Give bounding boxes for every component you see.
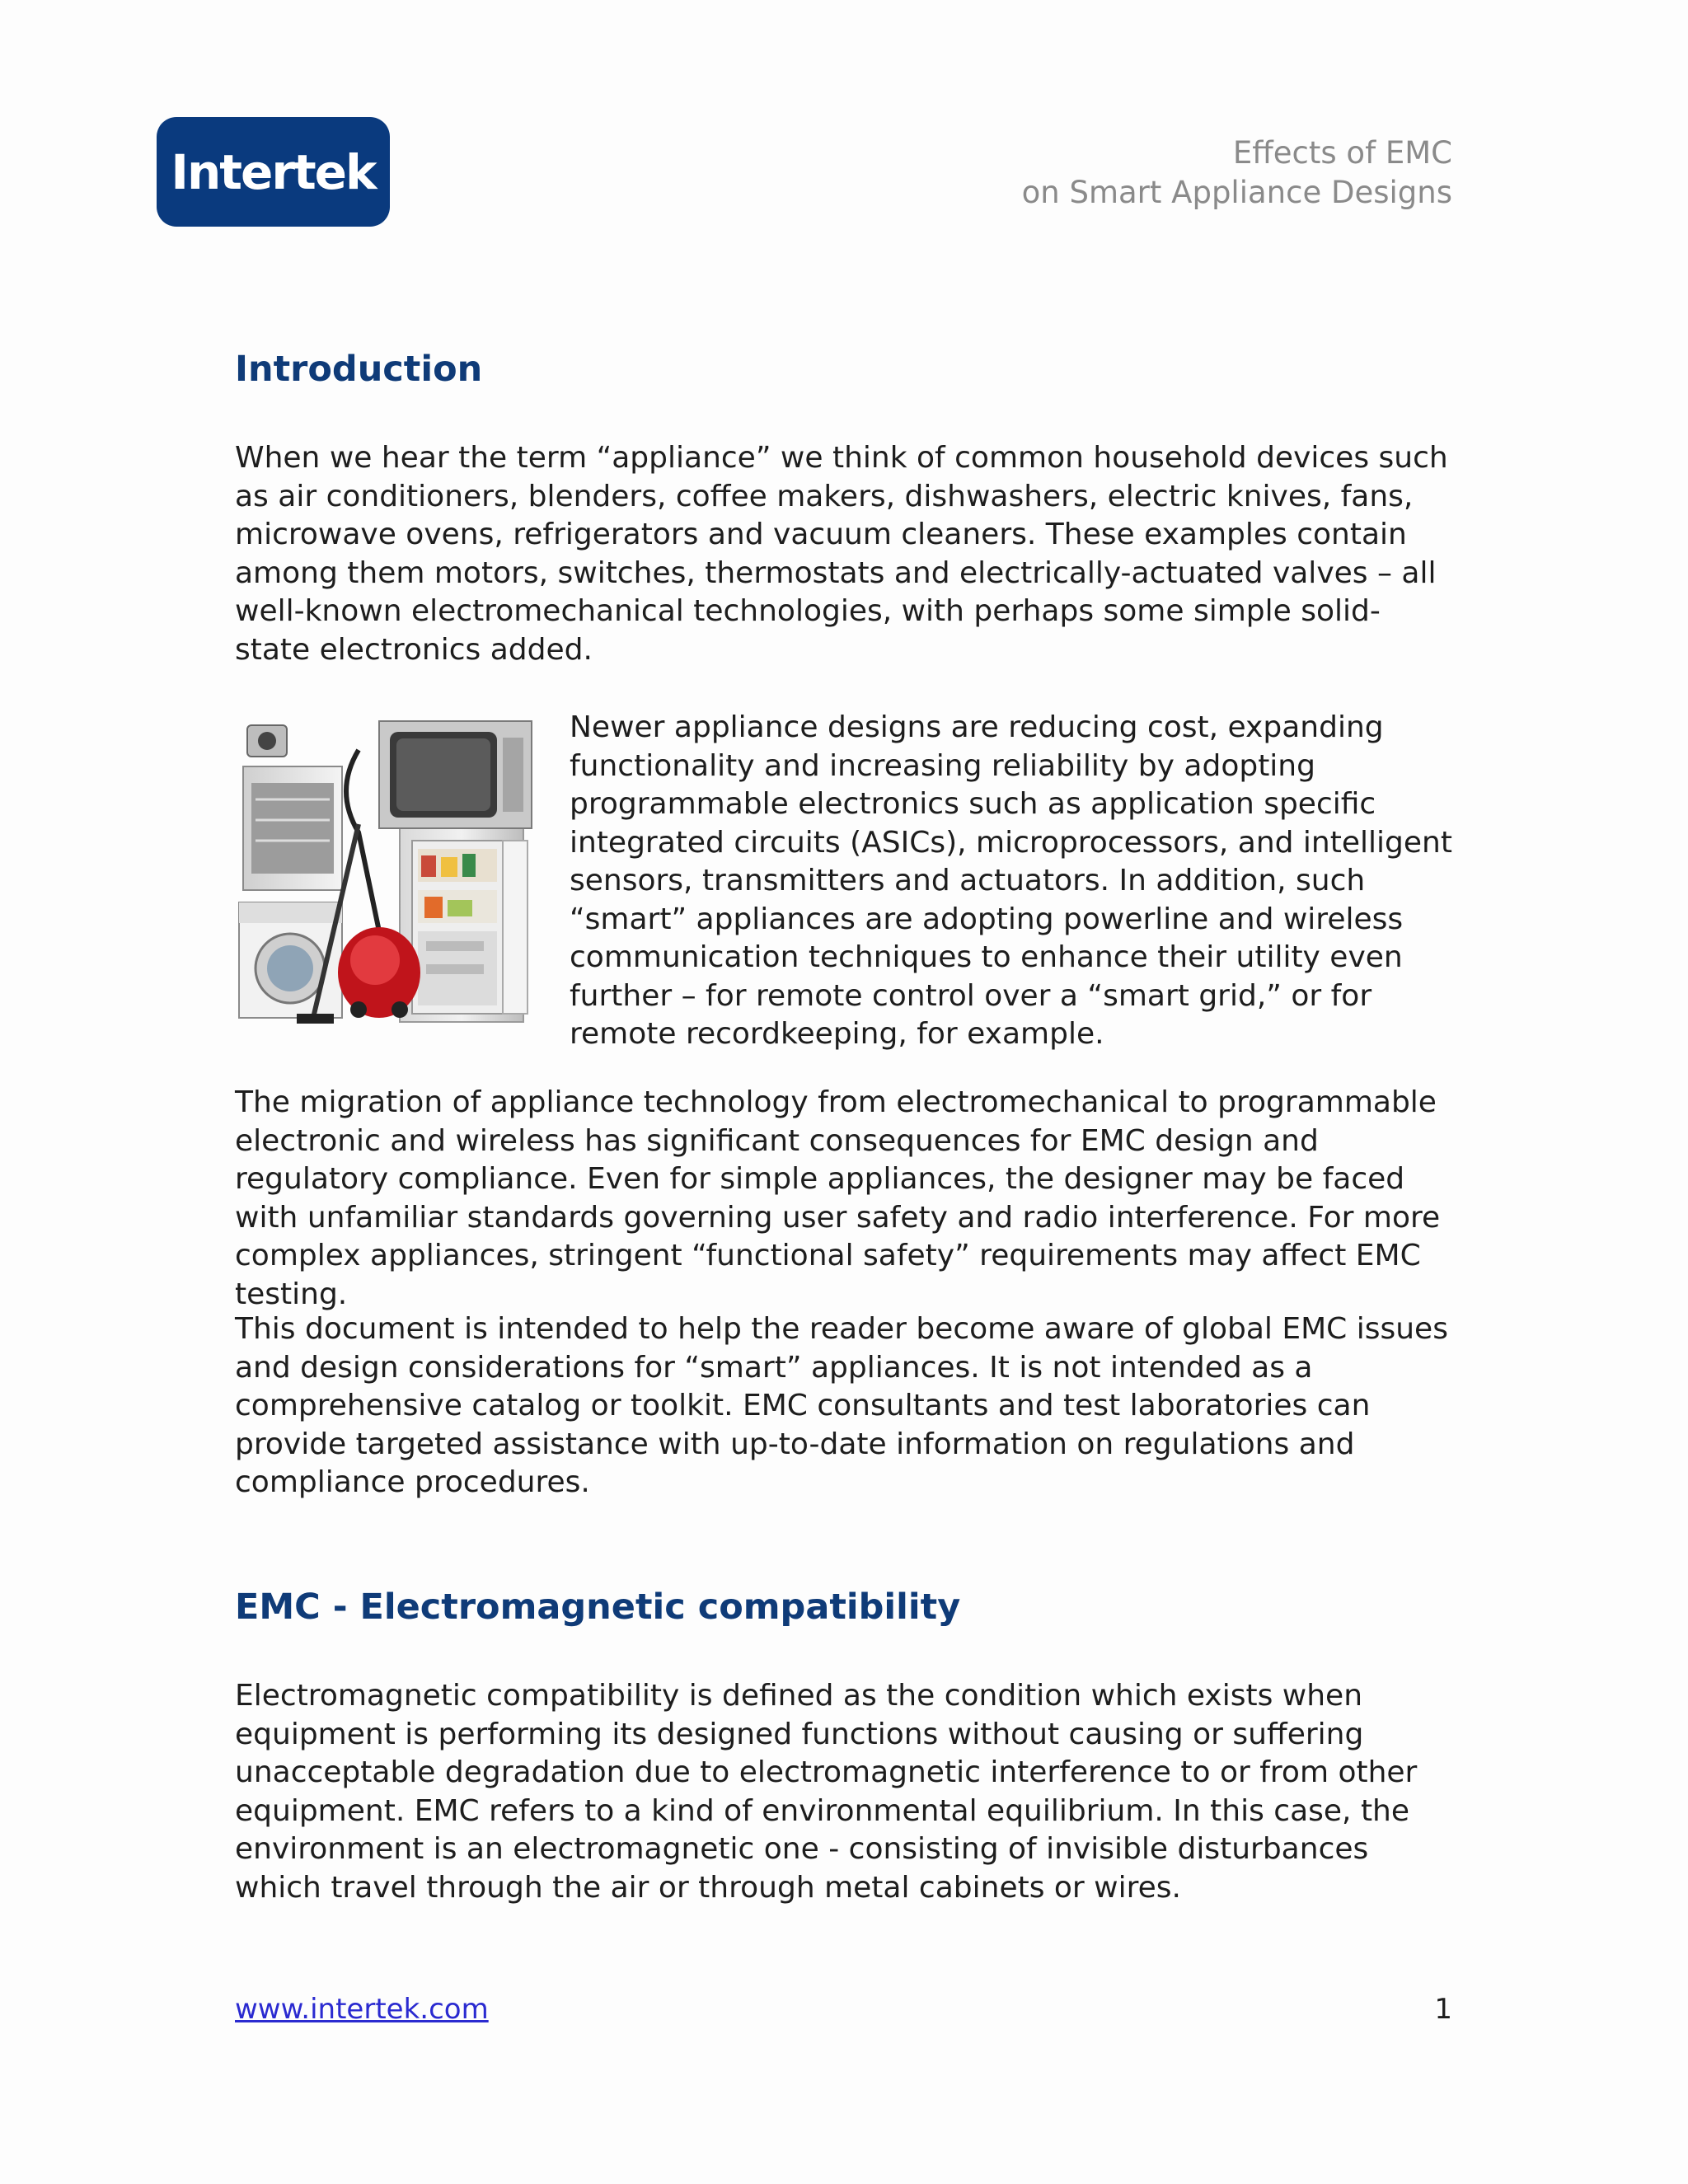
intro-paragraph-2: Newer appliance designs are reducing cost, expanding functionality and increasing reliability by adopting programmable electronics such as application specific integrated circuits (ASICs), microprocessors, and intelligent sensors, transmitters and actuators. In addition, such “smart” appliances are adopting powerline and wireless communication techniques to enhance their utility even further – for remote control over a “smart grid,” or for remote recordkeeping, for example. bbox=[570, 710, 1452, 1051]
emc-section bbox=[235, 1584, 1455, 1630]
intro-paragraph-1: When we hear the term “appliance” we think of common household devices such as air conditioners, blenders, coffee makers, dishwashers, electric knives, fans, microwave ovens, refrigerators and vacuum cleaners. These examples contain among them motors, switches, thermostats and electrically-actuated valves – all well-known electromechanical technologies, with perhaps some simple solid-state electronics added. bbox=[235, 441, 1448, 667]
page-number: 1 bbox=[1434, 1993, 1452, 2026]
introduction-heading: Introduction bbox=[235, 349, 483, 390]
intro-paragraph-4: This document is intended to help the reader become aware of global EMC issues and design considerations for “smart” appliances. It is not intended as a comprehensive catalog or toolkit. EMC consultants and test laboratories can provide targeted assistance with up-to-date information on regulations and compliance procedures. bbox=[235, 1312, 1448, 1499]
introduction-section bbox=[235, 346, 1455, 392]
logo-text: Intertek bbox=[171, 143, 376, 200]
emc-paragraph-1: Electromagnetic compatibility is defined as the condition which exists when equipment is performing its designed functions without causing or suffering unacceptable degradation due to electromagnetic interference to or from other equipment. EMC refers to a kind of environmental equilibrium. In this case, the environment is an electromagnetic one - consisting of invisible disturbances which travel through the air or through metal cabinets or wires. bbox=[235, 1679, 1418, 1905]
header-title-line-1: Effects of EMC bbox=[1232, 135, 1452, 171]
intertek-logo bbox=[157, 117, 390, 227]
appliances-figure-block bbox=[235, 709, 1455, 1051]
header-title-line-2: on Smart Appliance Designs bbox=[1021, 175, 1452, 210]
document-header-title bbox=[1022, 134, 1452, 213]
household-appliances-image bbox=[235, 717, 540, 1026]
intertek-website-link[interactable]: www.intertek.com bbox=[235, 1993, 489, 2026]
intro-paragraph-3: The migration of appliance technology from electromechanical to programmable electronic and wireless has significant consequences for EMC design and regulatory compliance. Even for simple appliances, the designer may be faced with unfamiliar standards governing user safety and radio interference. For more complex appliances, stringent “functional safety” requirements may affect EMC testing. bbox=[235, 1085, 1441, 1311]
emc-heading: EMC - Electromagnetic compatibility bbox=[235, 1586, 961, 1628]
